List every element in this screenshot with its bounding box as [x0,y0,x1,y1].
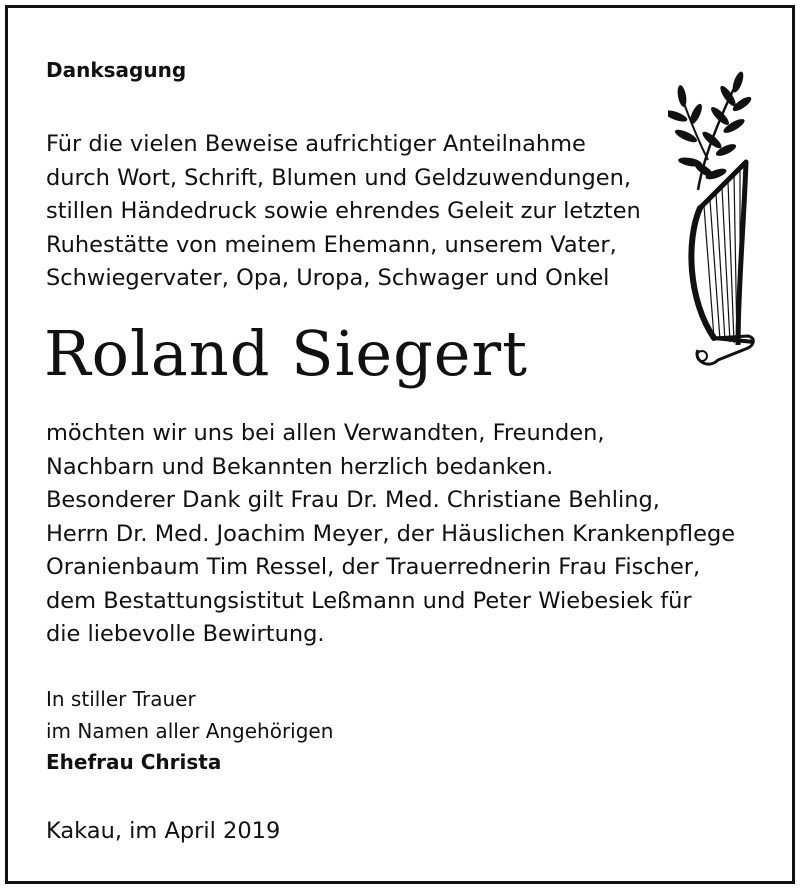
notice-heading: Danksagung [46,58,187,82]
intro-line: Für die vielen Beweise aufrichtiger Anteilnahme [46,131,586,157]
closing-line: In stiller Trauer [46,687,196,711]
thanks-paragraph [46,417,735,652]
intro-line: durch Wort, Schrift, Blumen und Geldzuwendungen, [46,164,632,191]
closing-line: im Namen aller Angehörigen [46,718,334,743]
signature: Ehefrau Christa [46,750,222,774]
thanks-line: Herrn Dr. Med. Joachim Meyer, der Häuslichen Krankenpflege [46,520,736,547]
thanks-line: Besonderer Dank gilt Frau Dr. Med. Christiane Behling, [46,487,660,513]
intro-line: Schwiegervater, Opa, Uropa, Schwager und Onkel [46,265,610,291]
place-date: Kakau, im April 2019 [46,818,281,844]
intro-paragraph [46,128,641,296]
thanks-line: Oranienbaum Tim Ressel, der Trauerrednerin Frau Fischer, [46,554,701,580]
thanks-line: dem Bestattungsistitut Leßmann und Peter Wiebesiek für [46,587,692,614]
closing-block [46,684,333,779]
intro-line: stillen Händedruck sowie ehrendes Geleit zur letzten [46,198,641,224]
thanks-line: Nachbarn und Bekannten herzlich bedanken. [46,453,554,480]
thanks-line: möchten wir uns bei allen Verwandten, Freunden, [46,420,605,446]
harp-with-olive-branch-icon [668,70,768,390]
thanks-line: die liebevolle Bewirtung. [46,621,325,647]
intro-line: Ruhestätte von meinem Ehemann, unserem Vater, [46,231,617,258]
deceased-name: Roland Siegert [44,317,529,390]
notice-frame [5,5,795,884]
